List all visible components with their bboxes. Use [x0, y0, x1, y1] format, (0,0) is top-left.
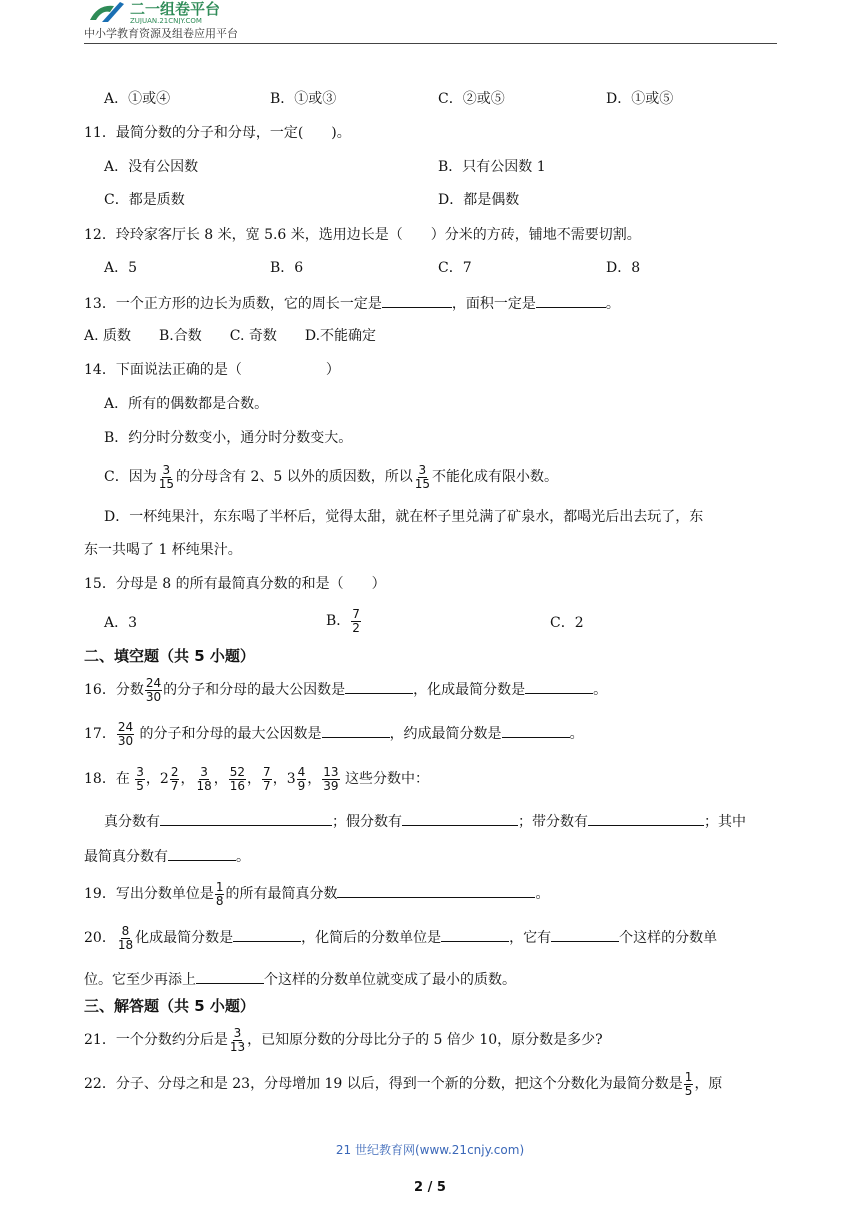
- q14-option-a: A．所有的偶数都是合数。: [104, 396, 269, 412]
- q15-option-b: B． $\frac{7}{2}$: [326, 606, 360, 635]
- answer-blank[interactable]: [551, 927, 619, 942]
- fraction: $\frac{4}{9}$: [297, 764, 306, 793]
- q18-line3: 最简真分数有 。: [84, 846, 250, 866]
- q12-option-d: D．8: [606, 260, 641, 276]
- q14-option-d-line1: D．一杯纯果汁，东东喝了半杯后，觉得太甜，就在杯子里兑满了矿泉水，都喝光后出去玩了，东: [104, 509, 704, 525]
- q12-option-b: B．6: [270, 260, 304, 276]
- q12-option-c: C．7: [438, 260, 472, 276]
- q18-line2: 真分数有 ；假分数有 ；带分数有 ；其中: [104, 811, 746, 831]
- fraction: $\frac{1}{5}$: [684, 1069, 693, 1098]
- q13-options: A. 质数 B.合数 C. 奇数 D.不能确定: [84, 328, 377, 344]
- header-divider: [84, 43, 777, 44]
- q10-option-c: C．②或⑤: [438, 91, 505, 107]
- q15-option-a: A．3: [104, 615, 138, 631]
- q11-option-d: D．都是偶数: [438, 192, 520, 208]
- q16: 16．分数 $\frac{24}{30}$ 的分子和分母的最大公因数是 ，化成最简分数是 。: [84, 675, 608, 704]
- q14-option-b: B．约分时分数变小，通分时分数变大。: [104, 430, 353, 446]
- fraction: $\frac{7}{2}$: [352, 606, 360, 635]
- answer-blank[interactable]: [168, 846, 236, 861]
- page-number: 2 / 5: [414, 1180, 446, 1195]
- q15-option-c: C．2: [550, 615, 584, 631]
- q11-option-a: A．没有公因数: [104, 159, 199, 175]
- header-subtitle: 中小学教育资源及组卷应用平台: [84, 27, 238, 40]
- platform-logo: [84, 0, 266, 24]
- section-answer-title: 三、解答题（共 5 小题）: [84, 997, 255, 1015]
- q14-option-d-line2: 东一共喝了 1 杯纯果汁。: [84, 542, 242, 558]
- q10-option-a: A．①或④: [104, 91, 171, 107]
- q17: 17． $\frac{24}{30}$ 的分子和分母的最大公因数是 ，约成最简分数是 。: [84, 719, 584, 748]
- q21: 21．一个分数约分后是 $\frac{3}{13}$ ，已知原分数的分母比分子的 5 倍少 10，原分数是多少?: [84, 1025, 603, 1054]
- answer-blank[interactable]: [502, 723, 570, 738]
- answer-blank[interactable]: [233, 927, 301, 942]
- q19: 19．写出分数单位是 $\frac{1}{8}$ 的所有最简真分数 。: [84, 879, 550, 908]
- q11-option-b: B．只有公因数 1: [438, 159, 546, 175]
- footer-website-link[interactable]: 21 世纪教育网(www.21cnjy.com): [335, 1143, 525, 1157]
- section-fill-in-title: 二、填空题（共 5 小题）: [84, 647, 255, 665]
- q14-option-c: C．因为 $\frac{3}{15}$ 的分母含有 2、5 以外的质因数，所以 $\frac{3}{15}$ 不能化成有限小数。: [104, 462, 558, 491]
- q11-stem: 11．最简分数的分子和分母，一定( )。: [84, 125, 351, 141]
- answer-blank[interactable]: [345, 679, 413, 694]
- answer-blank[interactable]: [588, 811, 704, 826]
- answer-blank[interactable]: [525, 679, 593, 694]
- fraction: $\frac{52}{16}$: [229, 764, 246, 793]
- q18-fraction-list: $\frac{3}{5}$ ，2 $\frac{2}{7}$ ， $\frac{3}{18}$ ， $\frac{52}{16}$ ， $\frac{7}{7}$ ，3 $\frac{4}{9}$ ， $\frac{13}{39}$: [136, 764, 339, 793]
- fraction: $\frac{3}{15}$: [414, 462, 430, 491]
- answer-blank[interactable]: [160, 811, 332, 826]
- answer-blank[interactable]: [196, 969, 264, 984]
- q18-stem: 18．在 $\frac{3}{5}$ ，2 $\frac{2}{7}$ ， $\frac{3}{18}$ ， $\frac{52}{16}$ ， $\frac{7}{7}$ ，3 $\frac{4}{9}$ ， $\frac{13}{39}$ 这些分数中：: [84, 764, 429, 793]
- fraction: $\frac{24}{30}$: [117, 719, 134, 748]
- q15-stem: 15．分母是 8 的所有最简真分数的和是（ ）: [84, 576, 386, 592]
- svg-text:二一组卷平台: 二一组卷平台: [130, 0, 221, 18]
- q10-option-b: B．①或③: [270, 91, 337, 107]
- fraction: $\frac{3}{5}$: [136, 764, 144, 793]
- q14-stem: 14．下面说法正确的是（ ）: [84, 362, 340, 378]
- svg-text:ZUJUAN.21CNJY.COM: ZUJUAN.21CNJY.COM: [130, 17, 202, 24]
- answer-blank[interactable]: [536, 293, 606, 308]
- fraction: $\frac{2}{7}$: [170, 764, 179, 793]
- q12-option-a: A．5: [104, 260, 138, 276]
- fraction: $\frac{3}{13}$: [229, 1025, 246, 1054]
- q13-stem: 13．一个正方形的边长为质数，它的周长一定是 ，面积一定是 。: [84, 293, 620, 313]
- answer-blank[interactable]: [322, 723, 390, 738]
- fraction: $\frac{3}{15}$: [158, 462, 174, 491]
- answer-blank[interactable]: [337, 883, 535, 898]
- answer-blank[interactable]: [441, 927, 509, 942]
- q20-line2: 位。它至少再添上 个这样的分数单位就变成了最小的质数。: [84, 969, 516, 989]
- q20-line1: 20． $\frac{8}{18}$ 化成最简分数是 ，化简后的分数单位是 ，它有 个这样的分数单: [84, 923, 718, 952]
- q12-stem: 12．玲玲家客厅长 8 米，宽 5.6 米，选用边长是（ ）分米的方砖，铺地不需要切割。: [84, 227, 641, 243]
- fraction: $\frac{7}{7}$: [263, 764, 271, 793]
- fraction: $\frac{13}{39}$: [323, 764, 339, 793]
- fraction: $\frac{1}{8}$: [215, 879, 224, 908]
- answer-blank[interactable]: [402, 811, 518, 826]
- q10-option-d: D．①或⑤: [606, 91, 674, 107]
- fraction: $\frac{24}{30}$: [145, 675, 162, 704]
- q22: 22．分子、分母之和是 23，分母增加 19 以后，得到一个新的分数，把这个分数化为最简分数是 $\frac{1}{5}$ ，原: [84, 1069, 723, 1098]
- fraction: $\frac{3}{18}$: [196, 764, 212, 793]
- q11-option-c: C．都是质数: [104, 192, 185, 208]
- fraction: $\frac{8}{18}$: [117, 923, 134, 952]
- answer-blank[interactable]: [382, 293, 452, 308]
